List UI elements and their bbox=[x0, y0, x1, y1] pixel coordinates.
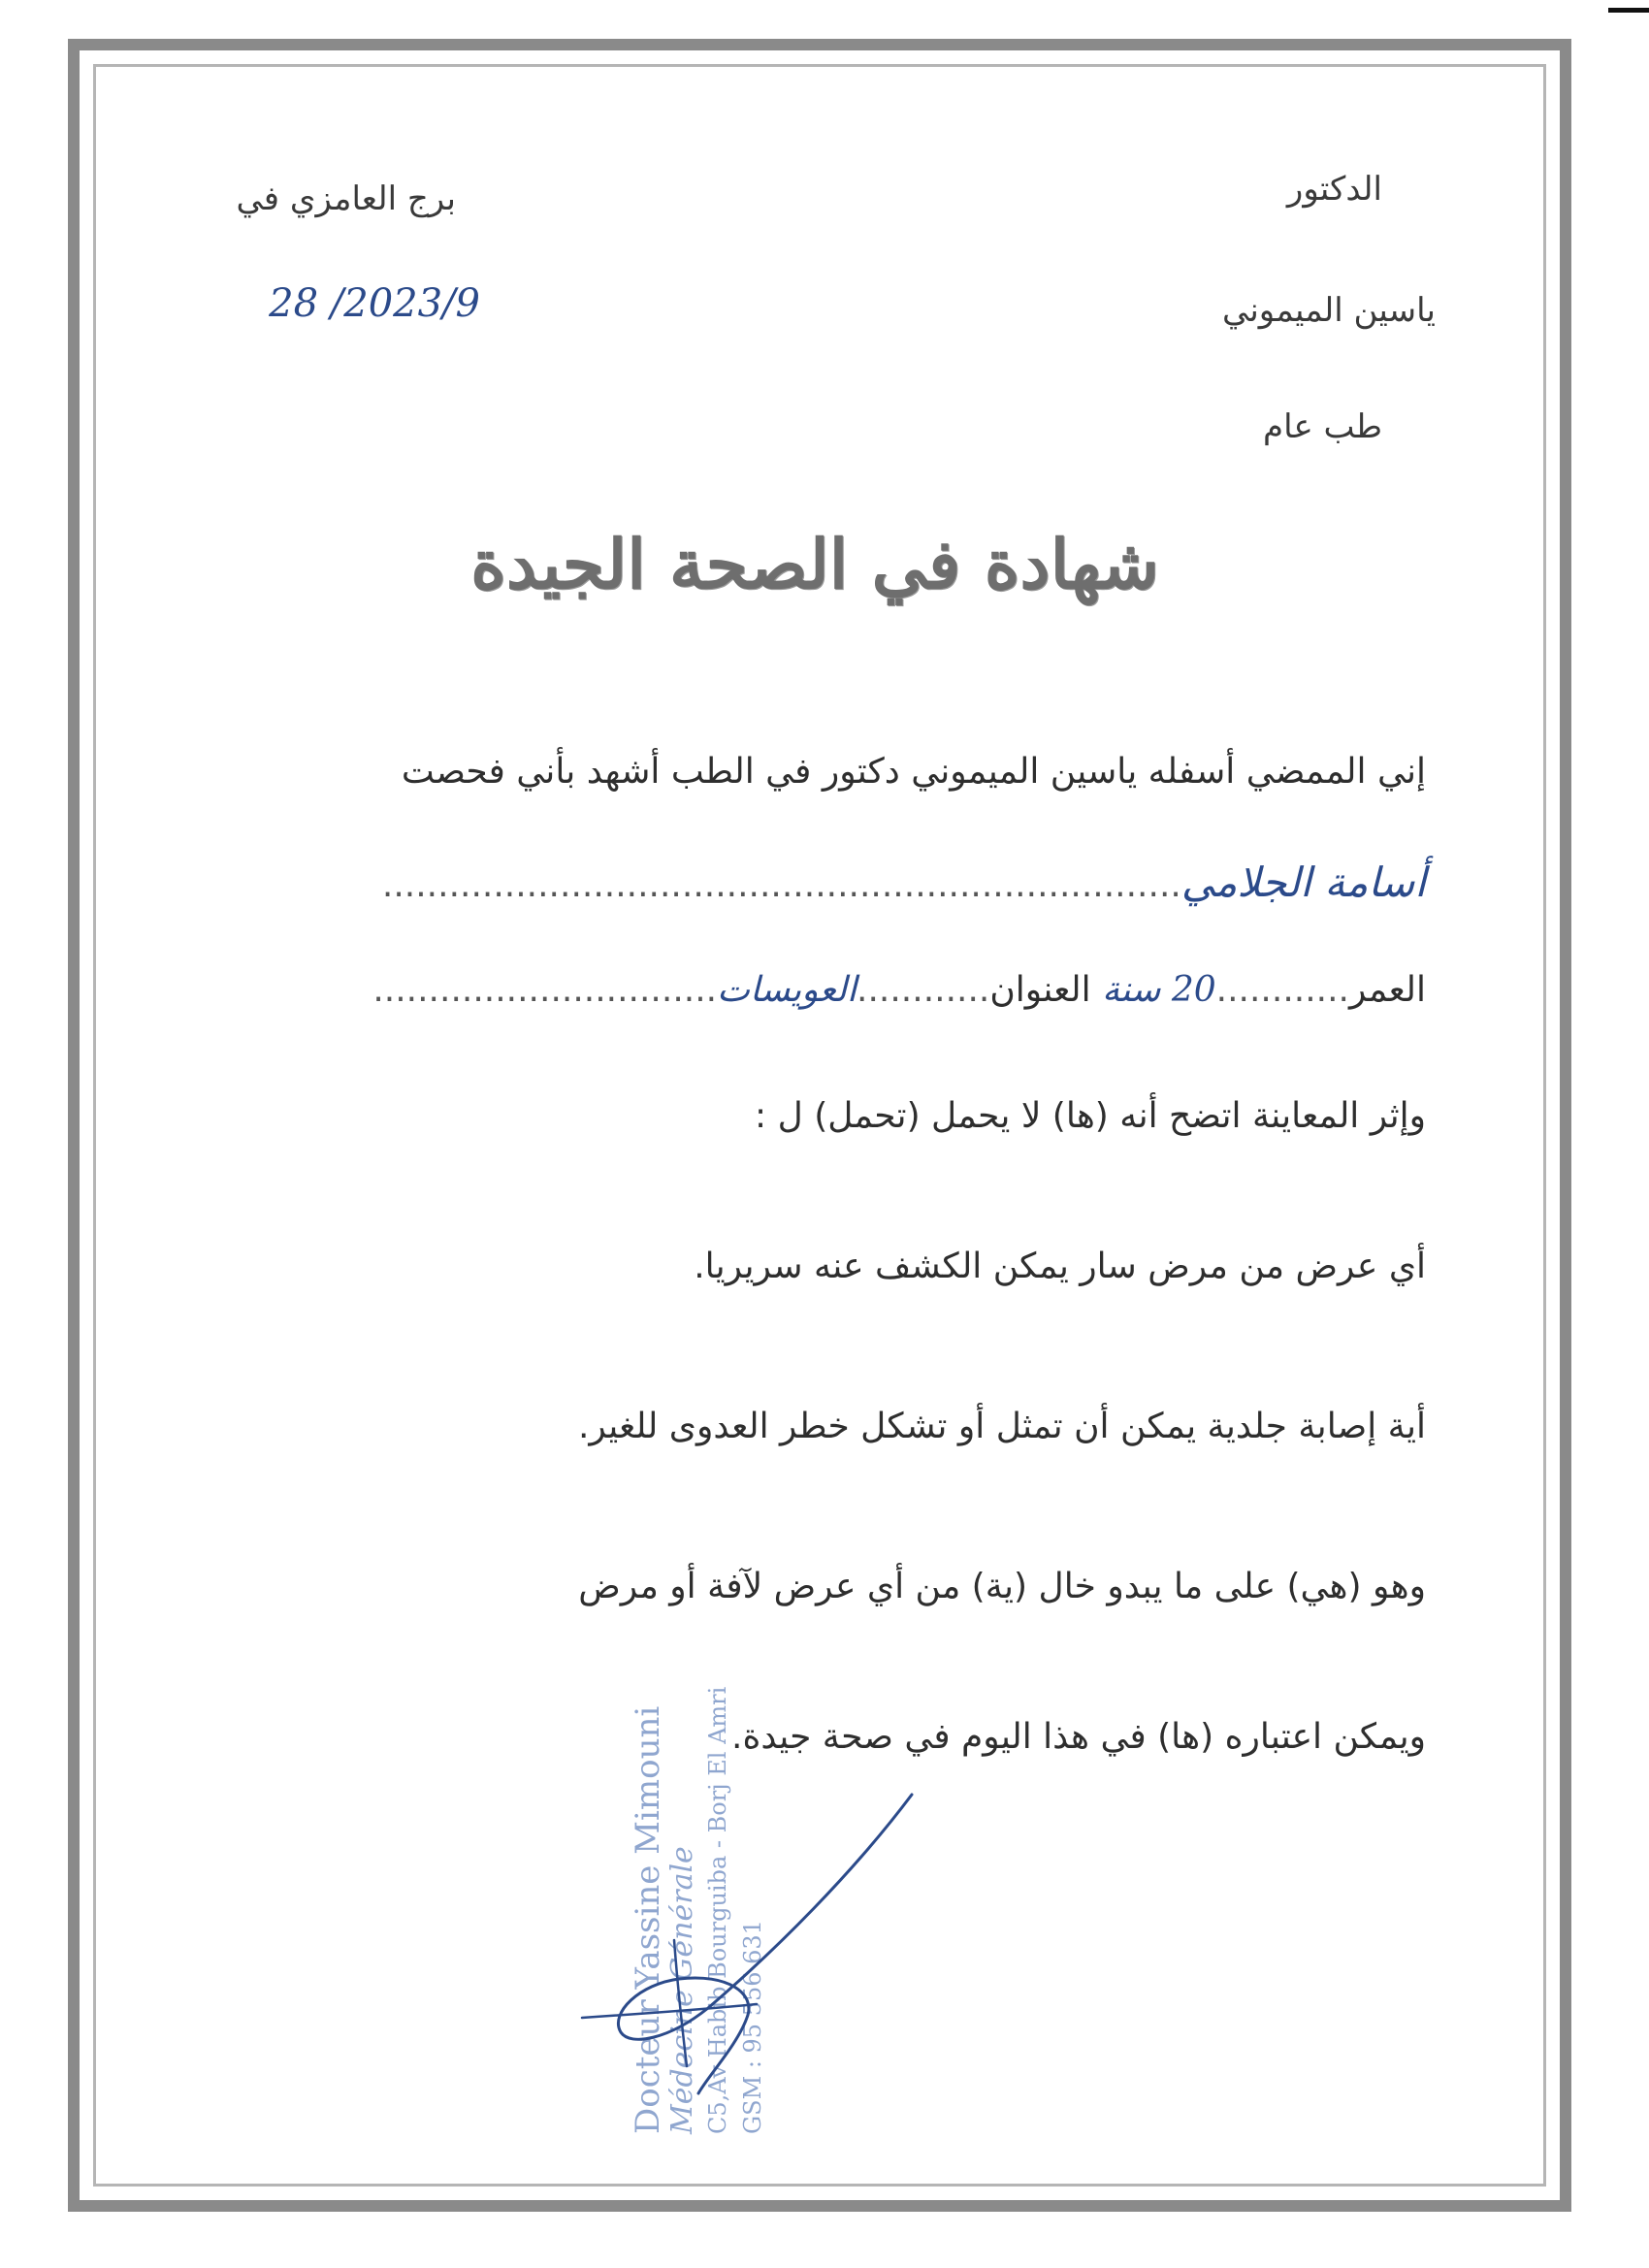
scan-edge-mark bbox=[1608, 8, 1649, 13]
age-address-line bbox=[372, 970, 1426, 1010]
stamp-line-4: GSM : 95 556 631 bbox=[739, 1920, 766, 2134]
statement-line-5: أي عرض من مرض سار يمكن الكشف عنه سريريا. bbox=[694, 1247, 1426, 1286]
dotted-fill: ........................................................................ bbox=[381, 865, 1181, 905]
statement-line-4: وإثر المعاينة اتضح أنه (ها) لا يحمل (تحمل) ل : bbox=[755, 1096, 1426, 1136]
doctor-title: الدكتور bbox=[1286, 170, 1382, 209]
statement-line-8: ويمكن اعتباره (ها) في هذا اليوم في صحة جيدة. bbox=[731, 1717, 1426, 1757]
stamp-line-2: Médecine Générale bbox=[665, 1846, 699, 2134]
statement-line-6: أية إصابة جلدية يمكن أن تمثل أو تشكل خطر العدوى للغير. bbox=[577, 1407, 1426, 1446]
address-dots: ............ bbox=[857, 970, 990, 1010]
stamp-line-1: Docteur Yassine Mimouni bbox=[629, 1705, 667, 2134]
end-dots: ............................... bbox=[372, 970, 718, 1010]
place-label: برج العامزي في bbox=[236, 179, 456, 218]
age-dots: ............ bbox=[1215, 970, 1349, 1010]
stamp-line-3: C5,Av Habib Bourguiba - Borj El Amri bbox=[704, 1686, 731, 2134]
statement-line-1: إني الممضي أسفله ياسين الميموني دكتور في الطب أشهد بأني فحصت bbox=[401, 752, 1426, 792]
certificate-title: شهادة في الصحة الجيدة bbox=[470, 524, 1159, 604]
handwritten-date: 2023/9/ 28 bbox=[269, 281, 480, 326]
age-value: 20 سنة bbox=[1102, 970, 1216, 1010]
age-label: العمر bbox=[1348, 970, 1426, 1010]
address-label: العنوان bbox=[989, 970, 1091, 1010]
doctor-name: ياسين الميموني bbox=[1221, 291, 1436, 330]
patient-name: أسامة الجلامي bbox=[1180, 859, 1426, 906]
specialty: طب عام bbox=[1263, 407, 1382, 446]
address-value: العويسات bbox=[717, 970, 857, 1010]
statement-line-7: وهو (هي) على ما يبدو خال (ية) من أي عرض لآفة أو مرض bbox=[578, 1567, 1426, 1606]
doctor-signature bbox=[563, 1785, 951, 2095]
patient-name-line bbox=[381, 859, 1426, 906]
